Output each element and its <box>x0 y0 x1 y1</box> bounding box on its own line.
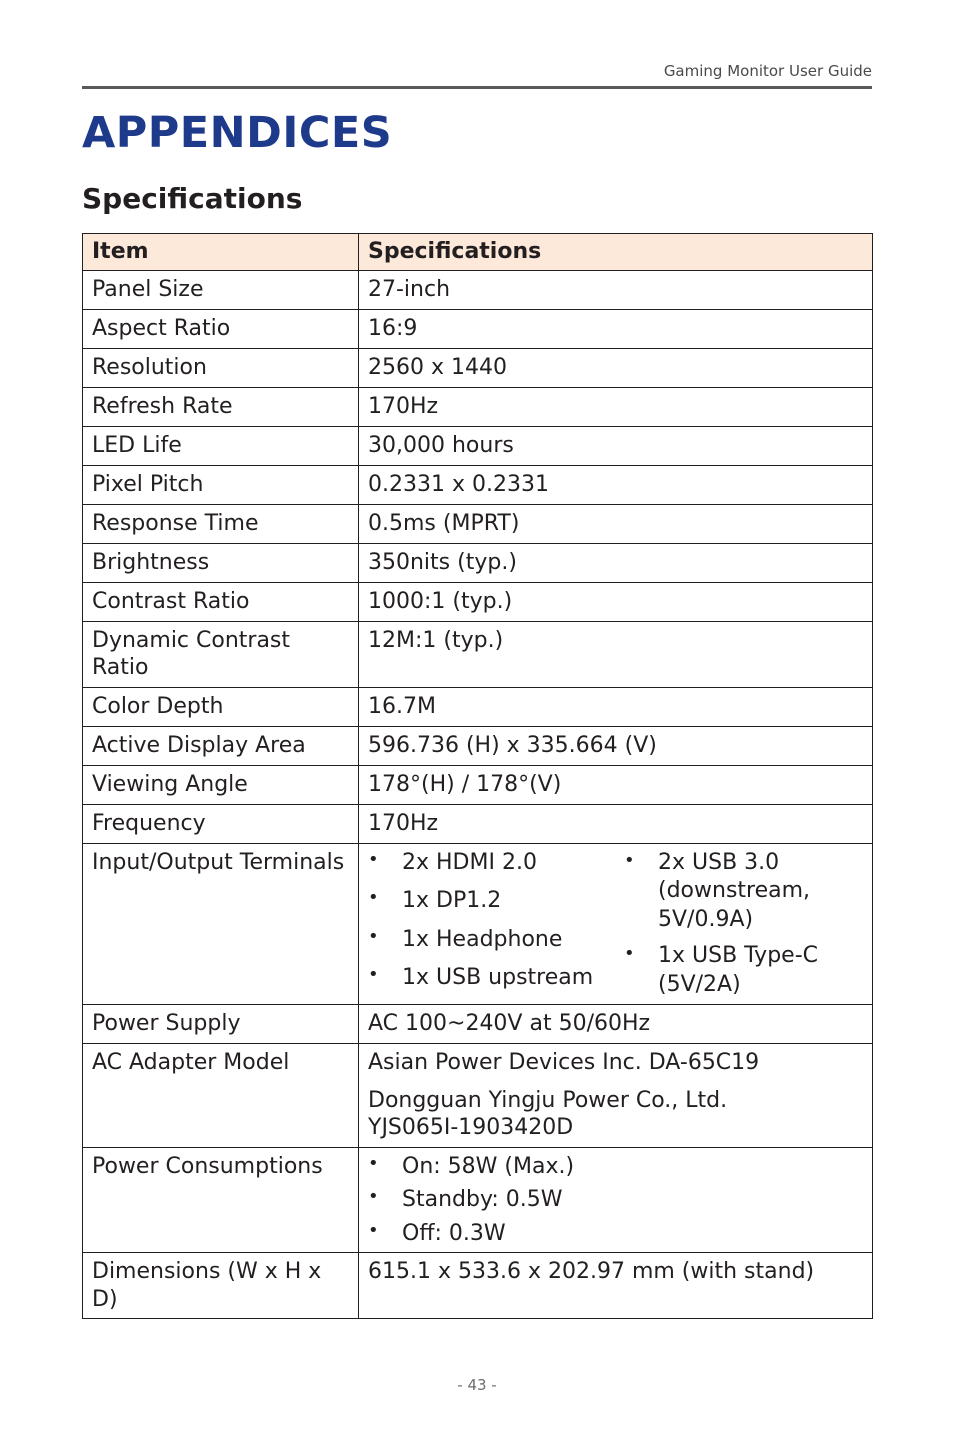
table-cell-spec: 0.5ms (MPRT) <box>359 504 873 543</box>
header-rule <box>82 86 872 89</box>
bullet-icon: • <box>368 1186 379 1208</box>
table-row <box>83 621 873 687</box>
table-cell-spec: AC 100~240V at 50/60Hz <box>359 1005 873 1044</box>
table-cell-item: Color Depth <box>83 687 359 726</box>
adapter-model-2-vendor: Dongguan Yingju Power Co., Ltd. <box>368 1087 728 1113</box>
table-row <box>83 387 873 426</box>
list-item-text: Standby: 0.5W <box>402 1187 563 1213</box>
power-consumption-list <box>368 1153 863 1248</box>
table-row <box>83 804 873 843</box>
table-cell-spec: 1000:1 (typ.) <box>359 582 873 621</box>
list-item <box>624 942 863 999</box>
page-title: APPENDICES <box>82 108 393 158</box>
list-item <box>368 1186 863 1214</box>
table-cell-item: Dimensions (W x H x D) <box>83 1253 359 1319</box>
table-cell-item: Panel Size <box>83 270 359 309</box>
table-cell-item: AC Adapter Model <box>83 1044 359 1148</box>
table-row <box>83 426 873 465</box>
column-header-item: Item <box>83 234 359 271</box>
column-header-specifications: Specifications <box>359 234 873 271</box>
table-cell-item: Power Consumptions <box>83 1147 359 1253</box>
table-cell-spec: 178°(H) / 178°(V) <box>359 765 873 804</box>
table-row <box>83 1005 873 1044</box>
table-row <box>83 1044 873 1148</box>
list-item <box>368 849 624 877</box>
io-terminals-grid <box>368 849 863 1000</box>
table-header-row <box>83 234 873 271</box>
list-item-text: 1x USB Type-C <box>658 943 818 969</box>
table-cell-item: Brightness <box>83 543 359 582</box>
table-cell-item: Input/Output Terminals <box>83 843 359 1005</box>
list-item-text: (5V/2A) <box>658 971 741 997</box>
list-item-text: 2x HDMI 2.0 <box>402 849 537 875</box>
table-cell-spec: 16.7M <box>359 687 873 726</box>
table-cell-spec: 615.1 x 533.6 x 202.97 mm (with stand) <box>359 1253 873 1319</box>
list-item-text: (downstream, <box>658 878 811 904</box>
table-cell-item: Pixel Pitch <box>83 465 359 504</box>
list-item-text: 1x DP1.2 <box>402 888 502 913</box>
table-cell-item: Response Time <box>83 504 359 543</box>
table-cell-item: Aspect Ratio <box>83 309 359 348</box>
io-list-left <box>368 849 624 1000</box>
table-cell-spec <box>359 843 873 1005</box>
table-row <box>83 1253 873 1319</box>
bullet-icon: • <box>368 887 379 908</box>
bullet-icon: • <box>368 848 379 870</box>
table-cell-spec: 350nits (typ.) <box>359 543 873 582</box>
section-title: Specifications <box>82 182 303 215</box>
bullet-icon: • <box>368 925 379 947</box>
list-item-text: 1x Headphone <box>402 926 563 952</box>
io-list-right <box>624 849 863 1000</box>
running-head: Gaming Monitor User Guide <box>663 62 872 80</box>
table-cell-spec: 30,000 hours <box>359 426 873 465</box>
table-row <box>83 465 873 504</box>
table-row <box>83 843 873 1005</box>
list-item-text: 1x USB upstream <box>402 965 594 990</box>
table-cell-item: Power Supply <box>83 1005 359 1044</box>
bullet-icon: • <box>368 964 379 985</box>
list-item <box>624 849 863 935</box>
table-cell-item: Refresh Rate <box>83 387 359 426</box>
specifications-table <box>82 233 873 1319</box>
bullet-icon: • <box>368 1219 379 1241</box>
table-cell-spec: 0.2331 x 0.2331 <box>359 465 873 504</box>
table-cell-item: LED Life <box>83 426 359 465</box>
table-row <box>83 726 873 765</box>
list-item-text: 2x USB 3.0 <box>658 849 780 875</box>
list-item <box>368 1220 863 1248</box>
list-item <box>368 926 624 954</box>
adapter-model-2-part: YJS065I-1903420D <box>368 1115 574 1141</box>
table-row <box>83 348 873 387</box>
table-row <box>83 309 873 348</box>
table-cell-item: Dynamic Contrast Ratio <box>83 621 359 687</box>
table-row <box>83 270 873 309</box>
list-item <box>368 1153 863 1181</box>
bullet-icon: • <box>368 1152 379 1174</box>
list-item-text: Off: 0.3W <box>402 1220 506 1246</box>
table-cell-spec: 27-inch <box>359 270 873 309</box>
list-item <box>368 964 624 992</box>
table-cell-item: Contrast Ratio <box>83 582 359 621</box>
table-cell-item: Viewing Angle <box>83 765 359 804</box>
table-cell-spec <box>359 1147 873 1253</box>
table-cell-spec: 170Hz <box>359 387 873 426</box>
table-cell-spec: 596.736 (H) x 335.664 (V) <box>359 726 873 765</box>
table-cell-spec: 2560 x 1440 <box>359 348 873 387</box>
table-cell-item: Resolution <box>83 348 359 387</box>
adapter-model-1: Asian Power Devices Inc. DA-65C19 <box>368 1050 760 1076</box>
table-cell-spec <box>359 1044 873 1148</box>
table-cell-item: Frequency <box>83 804 359 843</box>
table-cell-spec: 12M:1 (typ.) <box>359 621 873 687</box>
bullet-icon: • <box>624 849 635 871</box>
list-item <box>368 887 624 915</box>
bullet-icon: • <box>624 943 635 965</box>
table-body-extended <box>83 843 873 1319</box>
table-row <box>83 1147 873 1253</box>
table-row <box>83 765 873 804</box>
table-cell-spec: 16:9 <box>359 309 873 348</box>
table-row <box>83 543 873 582</box>
table-row <box>83 582 873 621</box>
table-body <box>83 270 873 843</box>
table-row <box>83 504 873 543</box>
table-row <box>83 687 873 726</box>
list-item-text: 5V/0.9A) <box>658 906 754 932</box>
list-item-text: On: 58W (Max.) <box>402 1153 575 1179</box>
table-cell-item: Active Display Area <box>83 726 359 765</box>
page-number: - 43 - <box>457 1376 497 1394</box>
table-cell-spec: 170Hz <box>359 804 873 843</box>
